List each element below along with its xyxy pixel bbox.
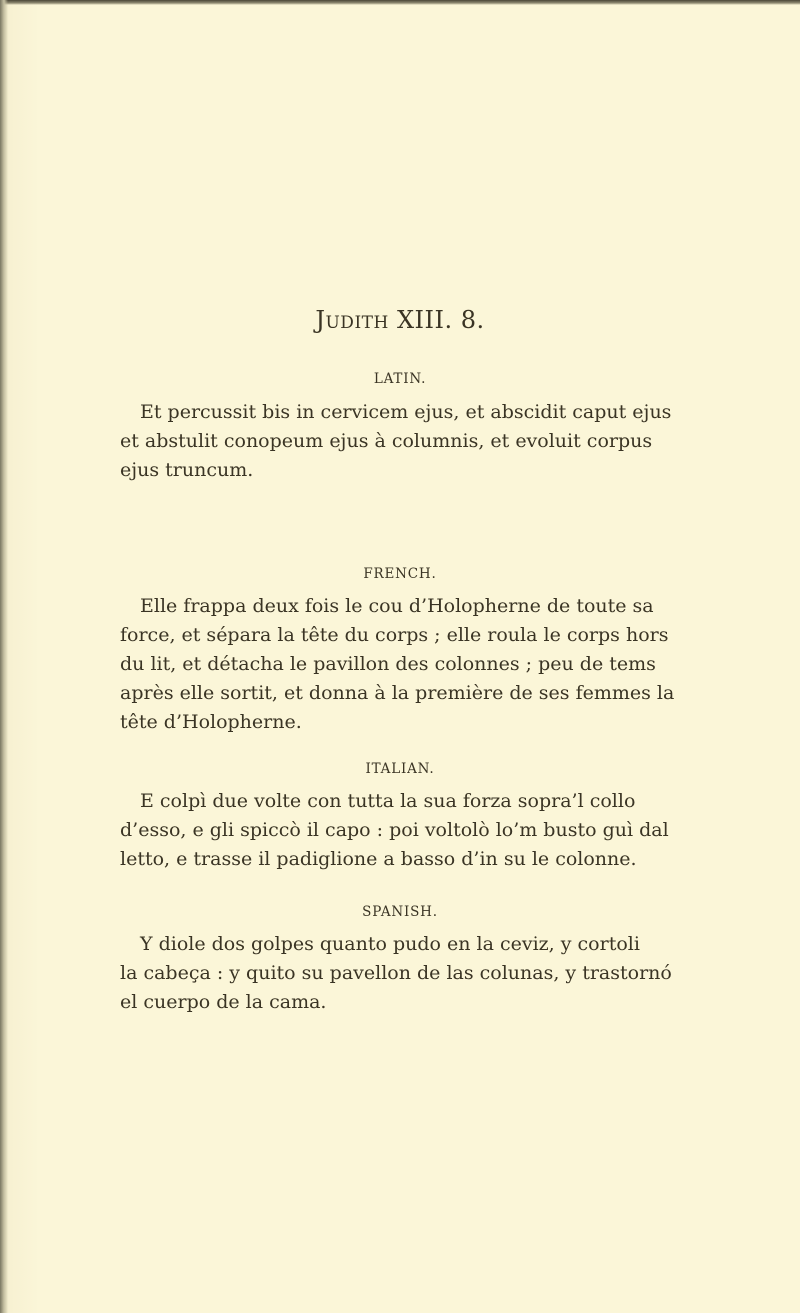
page-top-edge: [0, 0, 800, 5]
text-line: Elle frappa deux fois le cou d’Holopherne de toute sa: [140, 595, 654, 617]
text-line: et abstulit conopeum ejus à columnis, et evoluit corpus: [120, 430, 653, 452]
section-heading-italian: ITALIAN.: [365, 761, 435, 777]
text-line: force, et sépara la tête du corps ; elle roula le corps hors: [120, 624, 669, 646]
text-line: ejus truncum.: [120, 459, 254, 481]
section-heading-latin: LATIN.: [373, 371, 427, 387]
text-line: el cuerpo de la cama.: [120, 991, 327, 1013]
section-text-latin: [120, 398, 700, 485]
section-text-french: [120, 592, 700, 737]
text-line: tête d’Holopherne.: [120, 711, 302, 733]
text-line: letto, e trasse il padiglione a basso d’in su le colonne.: [120, 848, 637, 870]
text-line: d’esso, e gli spiccò il capo : poi voltolò lo’m busto guì dal: [120, 819, 669, 841]
text-line: E colpì due volte con tutta la sua forza sopra’l collo: [140, 790, 636, 812]
text-line: du lit, et détacha le pavillon des colonnes ; peu de tems: [120, 653, 656, 675]
section-text-spanish: [120, 930, 700, 1017]
section-heading-french: FRENCH.: [363, 566, 437, 582]
page-binding-edge: [0, 0, 8, 1313]
text-line: Et percussit bis in cervicem ejus, et abscidit caput ejus: [140, 401, 672, 423]
section-heading-spanish: SPANISH.: [362, 904, 438, 920]
text-line: Y diole dos golpes quanto pudo en la ceviz, y cortoli: [140, 933, 640, 955]
page-title: Judith XIII. 8.: [315, 306, 485, 334]
text-line: la cabeça : y quito su pavellon de las colunas, y trastornó: [120, 962, 672, 984]
text-line: après elle sortit, et donna à la première de ses femmes la: [120, 682, 675, 704]
section-text-italian: [120, 787, 700, 874]
